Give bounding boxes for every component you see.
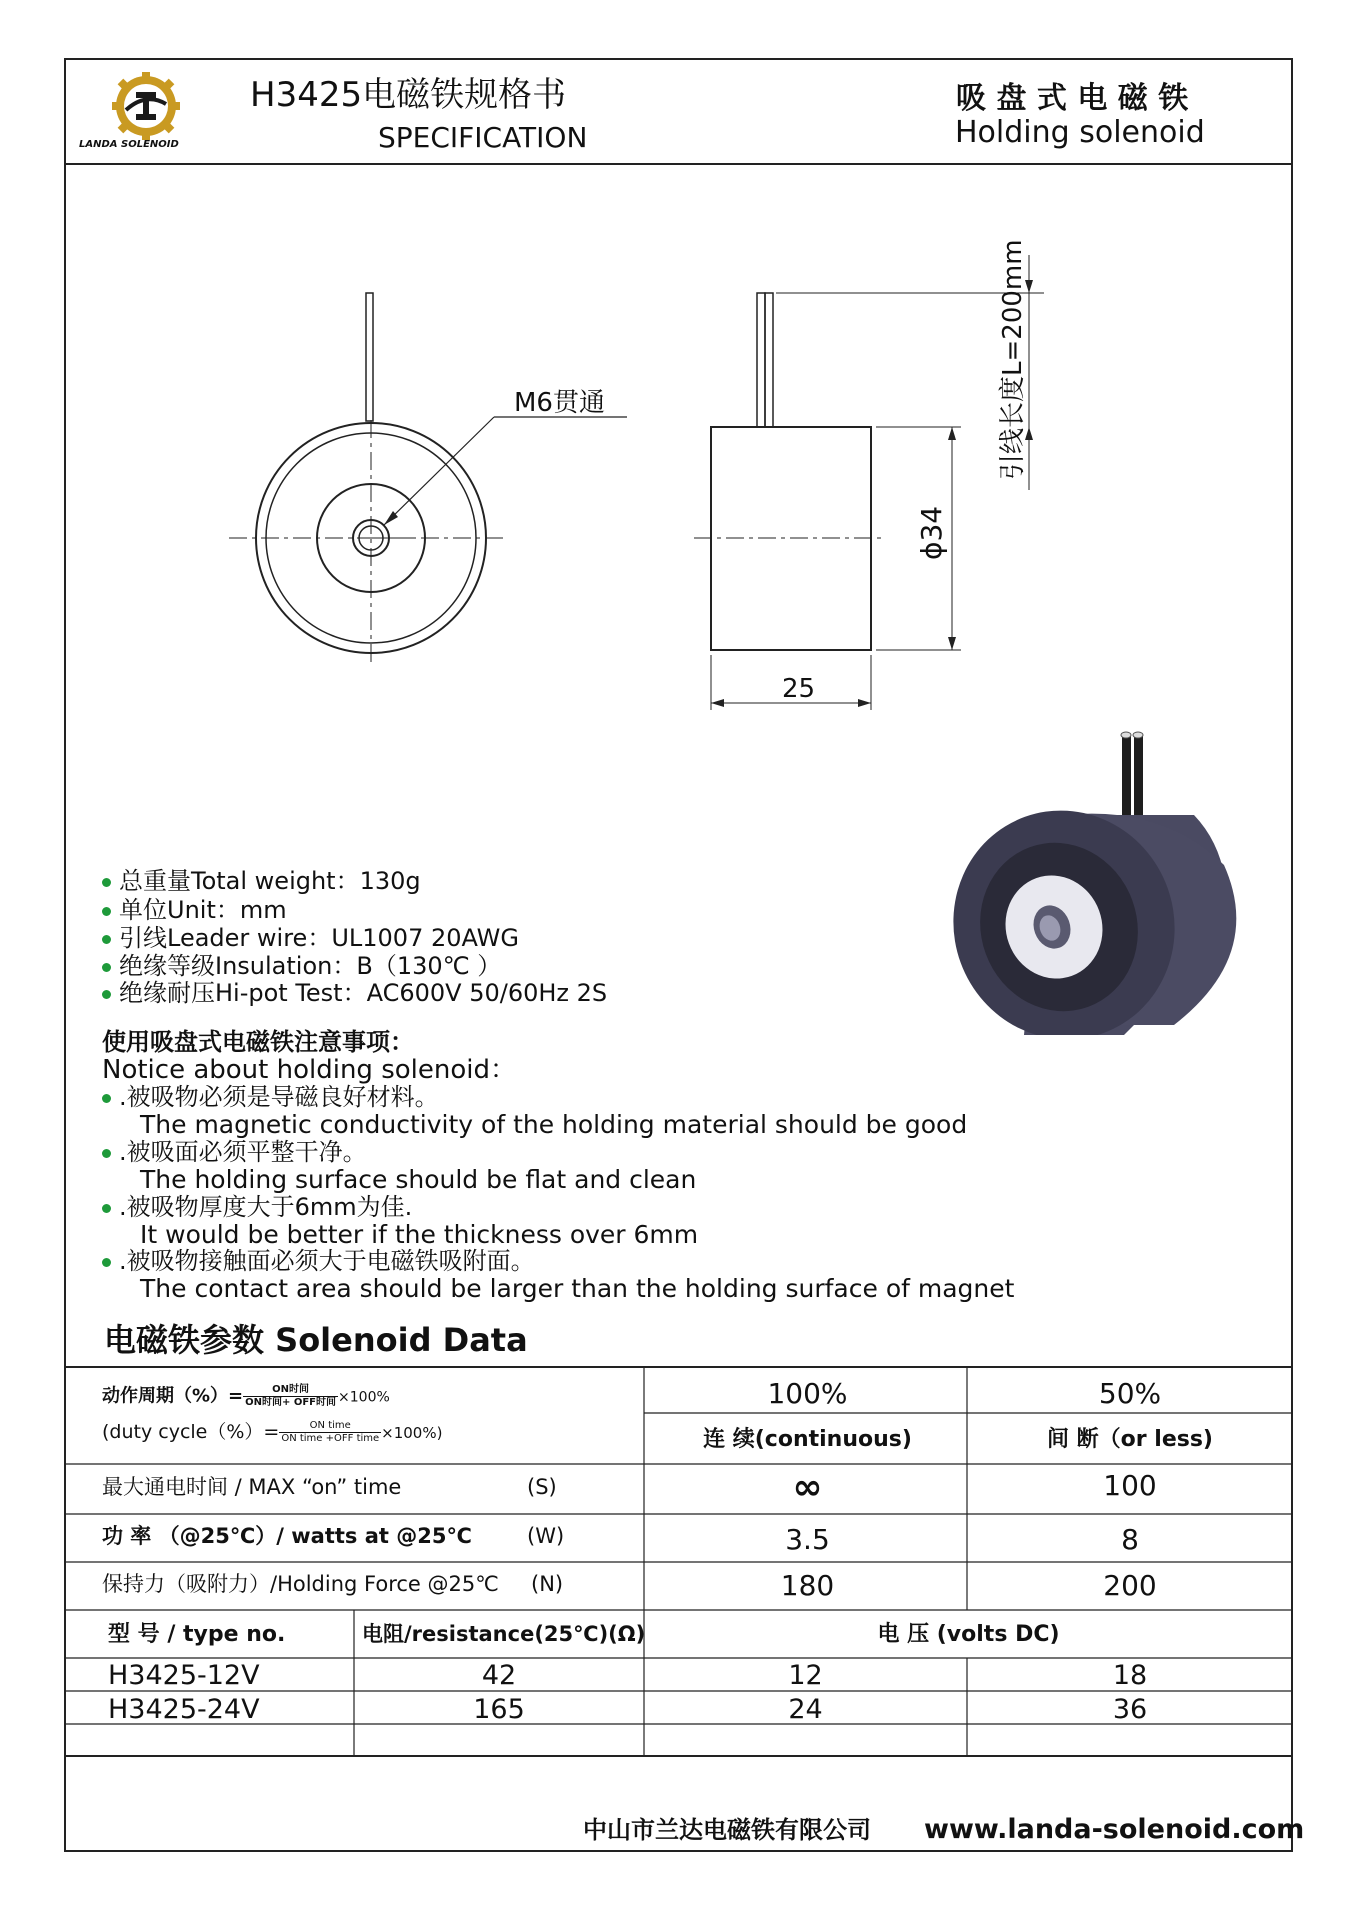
notice-item-3-en: It would be better if the thickness over 6mm (140, 1220, 699, 1249)
row-max-on-time-unit: (S) (527, 1475, 557, 1499)
model-row-1-v1: 12 (788, 1660, 823, 1691)
bullet-icon (102, 990, 111, 999)
bullet-icon (102, 1258, 111, 1267)
model-row-2-name: H3425-24V (108, 1694, 260, 1725)
bullet-icon (102, 935, 111, 944)
model-row-1-res: 42 (481, 1660, 517, 1691)
side-lead-wire-1 (757, 293, 765, 427)
model-row-2-v1: 24 (788, 1694, 823, 1725)
model-row-1-name: H3425-12V (108, 1660, 260, 1691)
model-row-1-v2: 18 (1112, 1660, 1148, 1691)
spec-hipot: 绝缘耐压Hi-pot Test：AC600V 50/60Hz 2S (102, 981, 607, 1005)
solenoid-data-title: 电磁铁参数 Solenoid Data (104, 1321, 528, 1359)
row-watts-v1: 3.5 (785, 1523, 830, 1556)
model-header: 型 号 / type no. (108, 1622, 286, 1647)
model-row-2-v2: 36 (1112, 1694, 1148, 1725)
row-max-on-time-label: 最大通电时间 / MAX “on” time (102, 1475, 402, 1499)
spec-leader-wire: 引线Leader wire：UL1007 20AWG (102, 926, 519, 950)
hole-label: M6贯通 (514, 388, 605, 418)
side-lead-wire-2 (765, 293, 773, 427)
front-lead-wire (366, 293, 373, 421)
solenoid-render (921, 705, 1236, 1035)
spec-unit: 单位Unit：mm (102, 898, 287, 922)
bullet-icon (102, 1149, 111, 1158)
footer-website[interactable]: www.landa-solenoid.com (924, 1814, 1305, 1845)
notice-item-2-en: The holding surface should be flat and clean (140, 1165, 697, 1194)
row-watts-v2: 8 (1121, 1523, 1139, 1556)
duty-50-pct: 50% (1098, 1377, 1162, 1410)
title-cn: H3425电磁铁规格书 (250, 75, 567, 115)
row-holding-force-v1: 180 (780, 1569, 835, 1602)
notice-title-cn: 使用吸盘式电磁铁注意事项： (102, 1028, 414, 1056)
row-holding-force-label: 保持力（吸附力）/Holding Force @25℃ (102, 1572, 499, 1596)
diameter-dimension: ϕ34 (915, 505, 948, 560)
duty-cycle-cn: 动作周期（%）= $\frac{\text{ON时间}}{\text{ON时间+ OFF时间}}$ ×100% (102, 1384, 390, 1408)
notice-item-4-cn: .被吸物接触面必须大于电磁铁吸附面。 (102, 1249, 535, 1273)
row-watts-label: 功 率 （@25℃）/ watts at @25℃ (102, 1524, 472, 1548)
model-row-2-res: 165 (473, 1694, 525, 1725)
footer-company: 中山市兰达电磁铁有限公司 (583, 1816, 871, 1844)
resistance-header: 电阻/resistance(25℃)(Ω) (362, 1622, 646, 1646)
notice-item-4-en: The contact area should be larger than the holding surface of magnet (140, 1274, 1015, 1303)
lead-length-label: 引线长度L=200mm (998, 239, 1028, 480)
notice-item-1-en: The magnetic conductivity of the holding material should be good (140, 1110, 968, 1139)
mode-intermittent: 间 断（or less) (1047, 1427, 1213, 1452)
row-max-on-time-v1: ∞ (792, 1467, 823, 1508)
bullet-icon (102, 1204, 111, 1213)
bullet-icon (102, 963, 111, 972)
notice-item-3-cn: .被吸物厚度大于6mm为佳. (102, 1195, 412, 1219)
voltage-header: 电 压 (volts DC) (877, 1622, 1060, 1647)
row-holding-force-v2: 200 (1103, 1569, 1157, 1602)
bullet-icon (102, 1094, 111, 1103)
row-watts-unit: (W) (527, 1524, 565, 1548)
notice-item-2-cn: .被吸面必须平整干净。 (102, 1140, 367, 1164)
type-en: Holding solenoid (955, 115, 1205, 150)
mode-continuous: 连 续(continuous) (703, 1427, 912, 1452)
notice-item-1-cn: .被吸物必须是导磁良好材料。 (102, 1085, 439, 1109)
type-cn: 吸 盘 式 电 磁 铁 (956, 81, 1189, 116)
title-en: SPECIFICATION (378, 121, 588, 154)
duty-cycle-en: (duty cycle（%）= $\frac{\text{ON time}}{\text{ON time +OFF time}}$ ×100%) (102, 1420, 443, 1444)
spec-weight: 总重量Total weight：130g (102, 869, 421, 893)
row-holding-force-unit: (N) (531, 1572, 564, 1596)
bullet-icon (102, 907, 111, 916)
width-dimension: 25 (782, 674, 816, 704)
notice-title-en: Notice about holding solenoid： (102, 1055, 516, 1085)
bullet-icon (102, 878, 111, 887)
row-max-on-time-v2: 100 (1103, 1469, 1157, 1502)
spec-insulation: 绝缘等级Insulation：B（130℃ ） (102, 954, 501, 978)
brand-name: LANDA SOLENOID (79, 139, 179, 150)
duty-100-pct: 100% (767, 1377, 848, 1410)
